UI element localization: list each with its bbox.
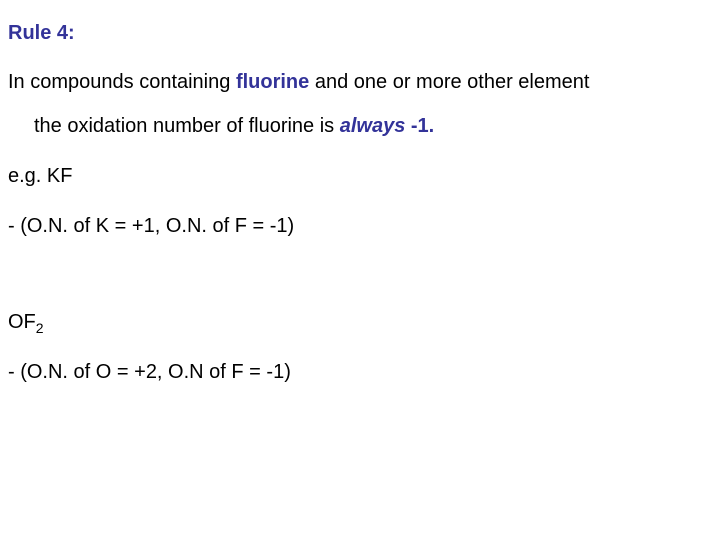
rule-line-1-prefix: In compounds containing bbox=[8, 71, 236, 93]
example-formula-text: OF bbox=[8, 311, 36, 333]
example-formula-text: e.g. KF bbox=[8, 165, 73, 187]
formula-subscript: 2 bbox=[35, 320, 44, 336]
rule-line-2-prefix: the oxidation number of fluorine is bbox=[34, 115, 340, 137]
rule-statement-line-1 bbox=[8, 70, 589, 94]
example-formula bbox=[8, 164, 72, 188]
example-formula bbox=[8, 310, 44, 340]
rule-statement-line-2 bbox=[34, 114, 434, 138]
rule-line-1-suffix: and one or more other element bbox=[309, 71, 590, 93]
highlight-always: always bbox=[339, 115, 406, 137]
highlight-fluorine: fluorine bbox=[235, 71, 310, 93]
rule-title: Rule 4: bbox=[8, 22, 75, 44]
example-oxidation-detail: - (O.N. of K = +1, O.N. of F = -1) bbox=[8, 215, 295, 237]
example-oxidation-detail: - (O.N. of O = +2, O.N of F = -1) bbox=[8, 361, 291, 383]
oxidation-value: -1. bbox=[405, 115, 435, 137]
